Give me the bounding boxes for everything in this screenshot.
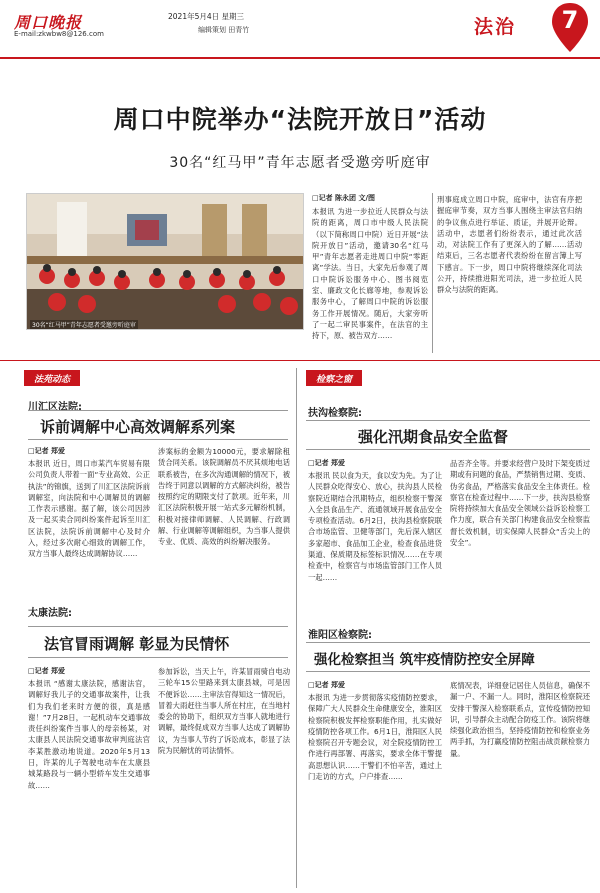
lead-body-col1: 本报讯 为进一步拉近人民群众与法院的距离，周口市中级人民法院（以下简称周口中院）近日开展“法院开放日”活动，邀请30名“红马甲”青年志愿者走进周口中院“零距离”学法。当日，大家先后参观了周口中院诉讼服务中心、图书阅览室、廉政文化长廊等地，参观诉讼服务中心，了解周口中院的诉讼服务工作开展情况。随后，大家旁听了一起二审民事案件，在法官的主持下，原、被告双方…… (312, 207, 428, 341)
fugou-body-col1: 本报讯 民以食为天，食以安为先。为了让人民群众吃得安心、放心，扶沟县人民检察院近期结合汛期特点，组织检察干警深入全县食品生产、流通领域开展食品安全专项检查活动。6月2日，扶沟县检察院联合市场监管、卫健等部门，先后深入辖区多家超市、食品加工企业，检查食品进货渠道、保质期及标签标识情况……在专项检查中，检察官与市场监管部门工作人员一起…… (308, 471, 442, 582)
taikang-byline: □记者 郑爱 (28, 667, 66, 675)
fugou-title-box (306, 420, 590, 450)
taikang-kicker: 太康法院: (28, 608, 72, 619)
issue-date: 2021年5月4日 星期三 (168, 12, 245, 21)
masthead-rule (0, 57, 600, 59)
huaiyang-title-box (306, 642, 590, 672)
taikang-title: 法官冒雨调解 彰显为民情怀 (44, 635, 230, 653)
lead-byline: □记者 陈永团 文/图 (312, 194, 376, 202)
courtroom-photo (26, 193, 304, 330)
editor-credit: 编辑策划 田青竹 (198, 26, 250, 34)
huaiyang-body-col1: 本报讯 为进一步贯彻落实疫情防控要求，保障广大人民群众生命健康安全，淮阳区检察院积极发挥检察职能作用，扎实做好疫情防控各项工作。6月1日，淮阳区人民检察院召开专题会议，对全院疫情防控工作进行再部署、再落实，要求全体干警提高思想认识……干警们不怕辛苦，通过上门走访的方式，户户排查…… (308, 693, 442, 782)
chuanhui-kicker: 川汇区法院: (28, 402, 82, 413)
fugou-title: 强化汛期食品安全监督 (358, 428, 509, 446)
chuanhui-byline: □记者 郑爱 (28, 447, 66, 455)
lead-body-col2: 刑事庭成立周口中院，庭审中，法官有序把握庭审节奏，双方当事人围绕主审法官归纳的争议焦点进行举证、质证，并展开论辩。活动中，志愿者们纷纷表示，通过此次活动，对法院工作有了更深入的了解……活动结束后，三名志愿者代表纷纷在留言簿上写下感言。下一步，周口中院将继续深化司法公开，持续推进阳光司法，进一步拉近人民群众与法院的距离。 (437, 195, 582, 295)
center-divider (296, 368, 297, 888)
newspaper-logo: 周口晚报 (14, 13, 83, 32)
taikang-title-box (28, 626, 288, 658)
huaiyang-kicker: 淮阳区检察院: (308, 630, 372, 641)
lead-subhead: 30名“红马甲”青年志愿者受邀旁听庭审 (169, 155, 431, 171)
taikang-body-col1: 本报讯 “感谢太康法院，感谢法官，调解好我儿子的交通事故案件，让我们为我们老来时方便的很，真是感谢！”7月28日，一起机动车交通事故责任纠纷案件当事人的母亲杨某，对太康县人民法院交通事故审判庭法官李某胜激动地说道。2020年5月13日，许某的儿子驾驶电动车在太康县城某路段与一辆小型轿车发生交通事故…… (28, 679, 150, 790)
fugou-kicker: 扶沟检察院: (308, 408, 362, 419)
huaiyang-body-col2: 底情况表，详细登记居住人员信息，确保不漏一户、不漏一人。同时，淮阳区检察院还安排干警深入检察联系点，宣传疫情防控知识，引导群众主动配合防疫工作。该院将继续强化政治担当，坚持疫情防控和检察业务两手抓，为打赢疫情防控阻击战贡献检察力量。 (450, 681, 590, 758)
column-divider (432, 193, 433, 353)
chuanhui-title: 诉前调解中心高效调解系列案 (40, 418, 236, 436)
fugou-byline: □记者 郑爱 (308, 459, 346, 467)
left-section-tag: 法苑动态 (24, 370, 80, 386)
photo-caption: 30名“红马甲”青年志愿者受邀旁听庭审 (32, 322, 136, 329)
chuanhui-body-col2: 涉案标的金额为10000元，要求解除租赁合同关系。该院调解员不厌其烦地电话联系被告，在多次沟通调解的情况下，被告终于同意以调解的方式解决纠纷，被告按照约定的期限支付了款项。近年来，川汇区法院积极开展一站式多元解纷机制，积极对接律师调解、人民调解、行政调解、行业调解等调解组织，为当事人提供专业、优质、高效的纠纷解决服务。 (158, 447, 290, 547)
page-number: 7 (561, 6, 579, 34)
taikang-body-col2: 参加诉讼，当天上午，许某冒雨骑自电动三轮车15公里路来到太康县城，可是因不便诉讼……主审法官得知这一情况后，冒着大雨赶往当事人所在村庄，在当地村委会的协助下，组织双方当事人就地进行调解，最终促成双方当事人达成了调解协议，为当事人节约了诉讼成本，彰显了法院为民解忧的司法情怀。 (158, 667, 290, 756)
chuanhui-body-col1: 本报讯 近日，周口市某汽车贸易有限公司负责人带着一面“专业高效、公正执法”的锦旗，送到了川汇区法院诉前调解室，向法院和中心调解员的调解工作表示感谢。据了解，该公司因涉及一起买卖合同纠纷案件起诉至川汇区法院，法院诉前调解中心及时介入，经过多次耐心细致的调解工作，双方当事人最终达成调解协议…… (28, 459, 150, 559)
section-rule (0, 360, 600, 361)
lead-headline: 周口中院举办“法院开放日”活动 (113, 105, 487, 134)
huaiyang-byline: □记者 郑爱 (308, 681, 346, 689)
huaiyang-title: 强化检察担当 筑牢疫情防控安全屏障 (314, 652, 535, 668)
email-address: E-mail:zkwbw8@126.com (14, 30, 104, 38)
fugou-body-col2: 品否齐全等。并要求经营户及时下架变质过期或有问题的食品，严禁销售过期、变质、伪劣食品，严格落实食品安全主体责任。检察官在检查过程中……下一步，扶沟县检察院将持续加大食品安全领域公益诉讼检察工作力度，联合有关部门构建食品安全检察监督长效机制，切实保障人民群众“舌尖上的安全”。 (450, 459, 590, 548)
right-section-tag: 检察之窗 (306, 370, 362, 386)
section-name: 法治 (474, 16, 517, 38)
chuanhui-title-box (28, 410, 288, 440)
page-number-badge (550, 2, 590, 54)
